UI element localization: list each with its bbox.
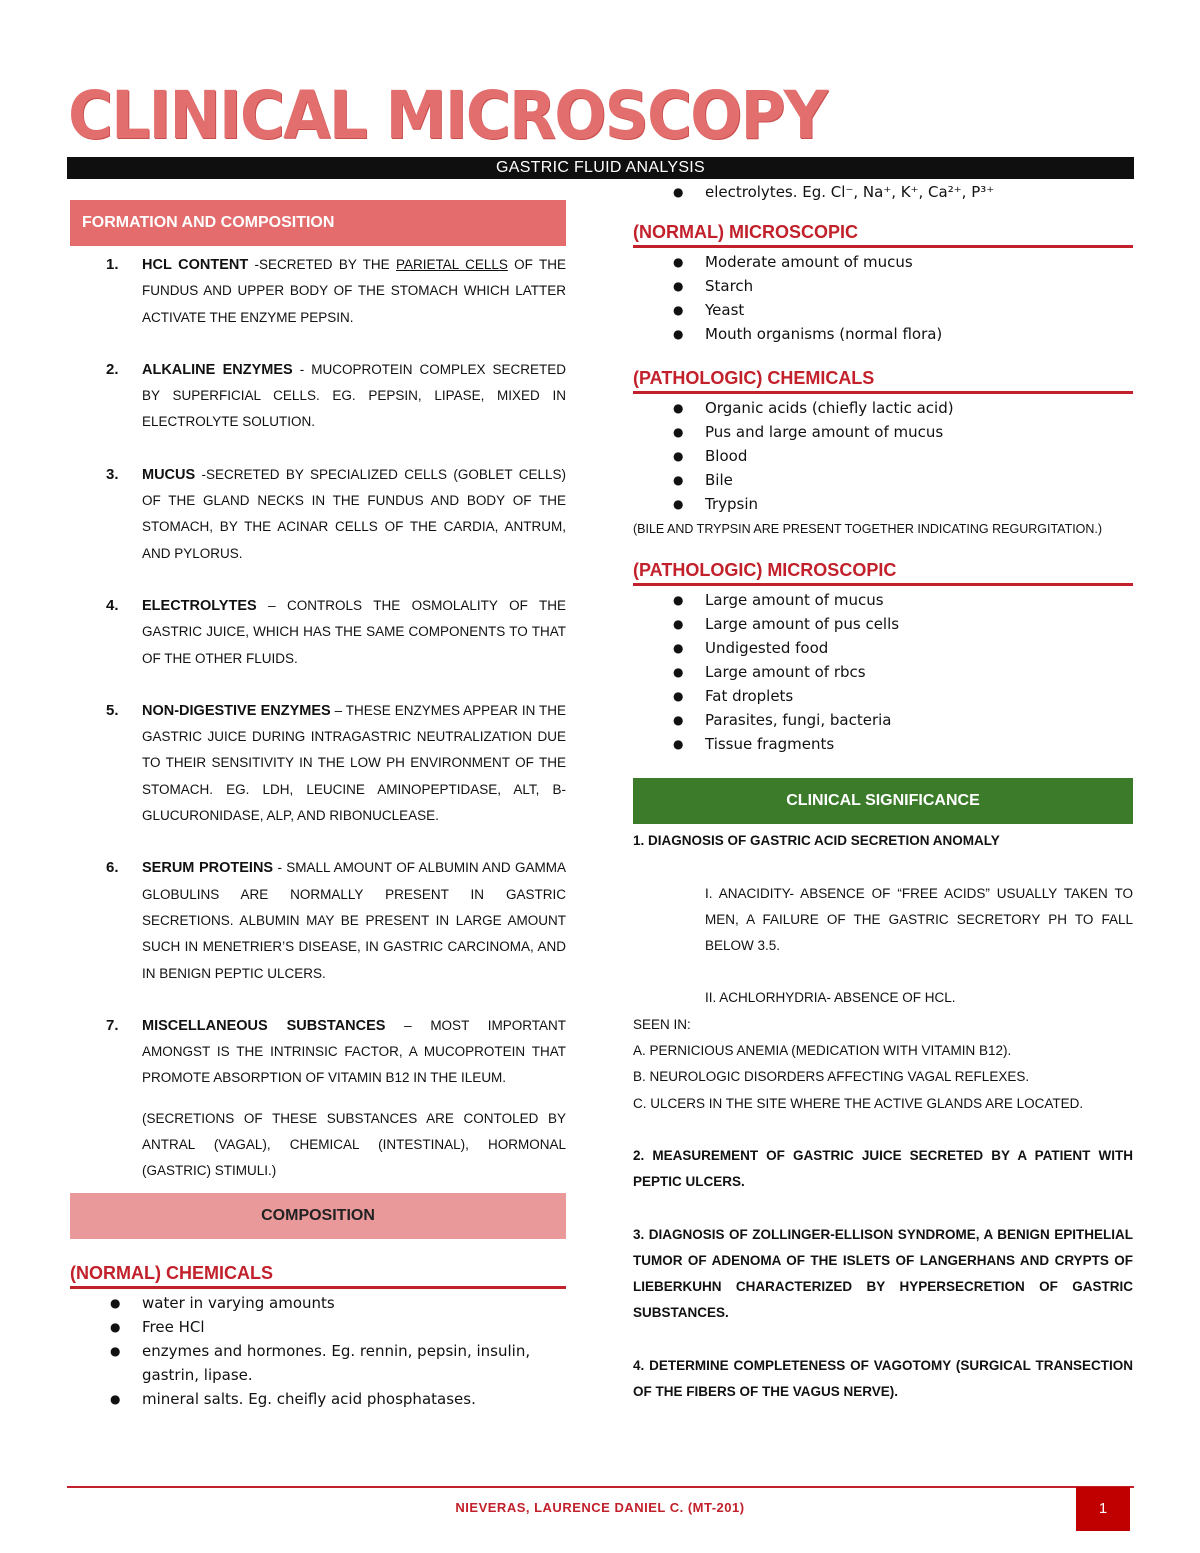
item-term: NON-DIGESTIVE ENZYMES [142, 702, 331, 719]
list-item: ● Bile [633, 468, 1133, 492]
seen-in-a: A. PERNICIOUS ANEMIA (MEDICATION WITH VITAMIN B12). [633, 1043, 1012, 1059]
pathologic-chemicals-list [633, 396, 1133, 516]
normal-chemicals-list-continued [633, 180, 1133, 204]
clinical-item-1-i: I. ANACIDITY- ABSENCE OF “FREE ACIDS” USUALLY TAKEN TO MEN, A FAILURE OF THE GASTRIC SECRETORY PH TO FALL BELOW 3.5. [705, 885, 1133, 954]
normal-microscopic-heading: (NORMAL) MICROSCOPIC [633, 220, 1133, 248]
list-item: ● Large amount of mucus [633, 588, 1133, 612]
item-text: – MOST IMPORTANT AMONGST IS THE INTRINSIC FACTOR, A MUCOPROTEIN THAT PROMOTE ABSORPTION OF VITAMIN B12 IN THE ILEUM. [142, 1017, 566, 1086]
list-item [70, 252, 566, 331]
formation-heading: FORMATION AND COMPOSITION [70, 200, 566, 246]
item-text: – THESE ENZYMES APPEAR IN THE GASTRIC JUICE DURING INTRAGASTRIC NEUTRALIZATION DUE TO THEIR SENSITIVITY IN THE LOW PH ENVIRONMENT OF THE STOMACH. EG. LDH, LEUCINE AMINOPEPTIDASE, ALT, B-GLUCURONIDASE, ALP, AND RIBONUCLEASE. [142, 702, 566, 824]
composition-heading: COMPOSITION [70, 1193, 566, 1239]
item-term: HCL CONTENT [142, 257, 249, 273]
item-text: -SECRETED BY SPECIALIZED CELLS (GOBLET CELLS) OF THE GLAND NECKS IN THE FUNDUS AND BODY OF THE STOMACH, BY THE ACINAR CELLS OF THE CARDIA, ANTRUM, AND PYLORUS. [142, 466, 566, 561]
normal-chemicals-heading: (NORMAL) CHEMICALS [70, 1261, 566, 1289]
item-underlined-text: PARIETAL CELLS [396, 257, 508, 272]
list-item: ● electrolytes. Eg. Cl⁻, Na⁺, K⁺, Ca²⁺, P³⁺ [633, 180, 1133, 204]
list-item: ● Mouth organisms (normal flora) [633, 322, 1133, 346]
normal-chemicals-list [70, 1291, 566, 1411]
formation-list [70, 252, 566, 1092]
list-item [70, 1013, 566, 1092]
right-column [633, 180, 1133, 1405]
list-item: ● Fat droplets [633, 684, 1133, 708]
seen-in-c: C. ULCERS IN THE SITE WHERE THE ACTIVE GLANDS ARE LOCATED. [633, 1095, 1084, 1111]
item-term: ALKALINE ENZYMES [142, 361, 293, 378]
list-item [70, 462, 566, 567]
footer-author: NIEVERAS, LAURENCE DANIEL C. (MT-201) [455, 1500, 745, 1515]
regurgitation-note: (BILE AND TRYPSIN ARE PRESENT TOGETHER INDICATING REGURGITATION.) [633, 522, 1103, 536]
pathologic-chemicals-heading: (PATHOLOGIC) CHEMICALS [633, 366, 1133, 394]
list-item: ● Yeast [633, 298, 1133, 322]
clinical-item-1: 1. DIAGNOSIS OF GASTRIC ACID SECRETION ANOMALY [633, 833, 1000, 849]
item-number: 2. [106, 360, 119, 378]
item-number: 5. [106, 701, 119, 719]
list-item: ● Tissue fragments [633, 732, 1133, 756]
secretions-note: (SECRETIONS OF THESE SUBSTANCES ARE CONTOLED BY ANTRAL (VAGAL), CHEMICAL (INTESTINAL), HORMONAL (GASTRIC) STIMULI.) [142, 1110, 566, 1179]
list-item: ● Starch [633, 274, 1133, 298]
item-number: 7. [106, 1016, 119, 1034]
pathologic-microscopic-heading: (PATHOLOGIC) MICROSCOPIC [633, 558, 1133, 586]
list-item: ● Undigested food [633, 636, 1133, 660]
page-number: 1 [1076, 1487, 1130, 1531]
item-number: 6. [106, 859, 119, 877]
clinical-item-3: 3. DIAGNOSIS OF ZOLLINGER-ELLISON SYNDROME, A BENIGN EPITHELIAL TUMOR OF ADENOMA OF THE ISLETS OF LANGERHANS AND CRYPTS OF LIEBERKUHN CHARACTERIZED BY HYPERSECRETION OF GASTRIC SUBSTANCES. [633, 1226, 1133, 1321]
seen-in-b: B. NEUROLOGIC DISORDERS AFFECTING VAGAL REFLEXES. [633, 1069, 1030, 1085]
seen-in-label: SEEN IN: [633, 1016, 691, 1032]
item-term: SERUM PROTEINS [142, 860, 274, 877]
footer-divider [67, 1486, 1134, 1488]
list-item: ● Blood [633, 444, 1133, 468]
item-text: OF THE FUNDUS AND UPPER BODY OF THE STOMACH WHICH LATTER ACTIVATE THE ENZYME PEPSIN. [142, 257, 566, 325]
item-term: ELECTROLYTES [142, 597, 257, 614]
list-item [70, 357, 566, 436]
clinical-item-2: 2. MEASUREMENT OF GASTRIC JUICE SECRETED BY A PATIENT WITH PEPTIC ULCERS. [633, 1147, 1133, 1190]
document-title: CLINICAL MICROSCOPY [68, 77, 827, 154]
list-item: ● Pus and large amount of mucus [633, 420, 1133, 444]
item-number: 3. [106, 465, 119, 483]
list-item: ● enzymes and hormones. Eg. rennin, pepsin, insulin, gastrin, lipase. [70, 1339, 566, 1387]
list-item: ● Free HCl [70, 1315, 566, 1339]
item-number: 1. [106, 256, 119, 273]
item-text: – CONTROLS THE OSMOLALITY OF THE GASTRIC JUICE, WHICH HAS THE SAME COMPONENTS TO THAT OF THE OTHER FLUIDS. [142, 597, 566, 666]
list-item: ● Large amount of pus cells [633, 612, 1133, 636]
clinical-item-1-ii: II. ACHLORHYDRIA- ABSENCE OF HCL. [705, 990, 956, 1006]
clinical-item-4: 4. DETERMINE COMPLETENESS OF VAGOTOMY (SURGICAL TRANSECTION OF THE FIBERS OF THE VAGUS NERVE). [633, 1357, 1133, 1400]
pathologic-microscopic-list [633, 588, 1133, 756]
list-item [70, 855, 566, 986]
list-item: ● Moderate amount of mucus [633, 250, 1133, 274]
left-column [70, 200, 566, 1411]
list-item: ● Organic acids (chiefly lactic acid) [633, 396, 1133, 420]
list-item: ● water in varying amounts [70, 1291, 566, 1315]
item-text: - SMALL AMOUNT OF ALBUMIN AND GAMMA GLOBULINS ARE NORMALLY PRESENT IN GASTRIC SECRETIONS. ALBUMIN MAY BE PRESENT IN LARGE AMOUNT SUCH IN MENETRIER’S DISEASE, IN GASTRIC CARCINOMA, AND IN BENIGN PEPTIC ULCERS. [142, 860, 566, 981]
item-text: -SECRETED BY THE [248, 257, 396, 272]
list-item: ● Trypsin [633, 492, 1133, 516]
item-number: 4. [106, 596, 119, 614]
list-item [70, 593, 566, 672]
list-item: ● Large amount of rbcs [633, 660, 1133, 684]
clinical-significance-heading: CLINICAL SIGNIFICANCE [633, 778, 1133, 824]
item-term: MISCELLANEOUS SUBSTANCES [142, 1017, 386, 1034]
item-text: - MUCOPROTEIN COMPLEX SECRETED BY SUPERFICIAL CELLS. EG. PEPSIN, LIPASE, MIXED IN ELECTROLYTE SOLUTION. [142, 361, 567, 430]
list-item: ● mineral salts. Eg. cheifly acid phosphatases. [70, 1387, 566, 1411]
normal-microscopic-list [633, 250, 1133, 346]
section-title-bar: GASTRIC FLUID ANALYSIS [67, 157, 1134, 179]
list-item [70, 698, 566, 829]
list-item: ● Parasites, fungi, bacteria [633, 708, 1133, 732]
item-term: MUCUS [142, 466, 196, 483]
